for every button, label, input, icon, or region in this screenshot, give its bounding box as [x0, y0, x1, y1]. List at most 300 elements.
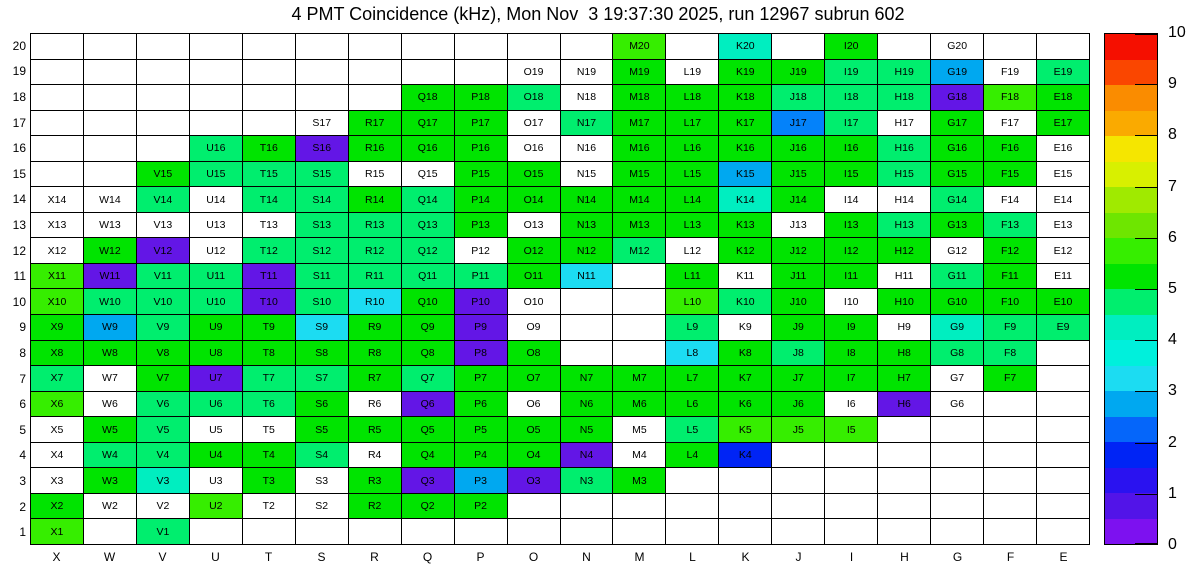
- cell-O12: O12: [508, 238, 561, 264]
- cell-L19: L19: [666, 60, 719, 86]
- cell-G8: G8: [931, 341, 984, 367]
- cell-Q6: Q6: [402, 392, 455, 418]
- cell-J8: J8: [772, 341, 825, 367]
- colorbar-tickmark-0: [1135, 543, 1157, 544]
- cell-M5: M5: [613, 417, 666, 443]
- cell-N14: N14: [561, 187, 614, 213]
- cell-N16: N16: [561, 136, 614, 162]
- cell-T13: T13: [243, 213, 296, 239]
- cell-empty-X18: [31, 85, 84, 111]
- cell-S17: S17: [296, 111, 349, 137]
- cell-X11: X11: [31, 264, 84, 290]
- cell-U6: U6: [190, 392, 243, 418]
- colorbar-segment-3: [1105, 442, 1157, 468]
- colorbar-tickmark-9: [1135, 84, 1157, 85]
- cell-V15: V15: [137, 162, 190, 188]
- cell-L6: L6: [666, 392, 719, 418]
- cell-U13: U13: [190, 213, 243, 239]
- cell-N11: N11: [561, 264, 614, 290]
- cell-R8: R8: [349, 341, 402, 367]
- cell-empty-F3: [984, 468, 1037, 494]
- cell-X6: X6: [31, 392, 84, 418]
- cell-G17: G17: [931, 111, 984, 137]
- cell-K16: K16: [719, 136, 772, 162]
- row-label-15: 15: [12, 166, 26, 181]
- cell-M7: M7: [613, 366, 666, 392]
- cell-empty-P20: [455, 34, 508, 60]
- cell-L4: L4: [666, 443, 719, 469]
- cell-G9: G9: [931, 315, 984, 341]
- cell-X10: X10: [31, 289, 84, 315]
- colorbar-segment-16: [1105, 111, 1157, 137]
- cell-R15: R15: [349, 162, 402, 188]
- cell-X14: X14: [31, 187, 84, 213]
- colorbar-label-8: 8: [1168, 126, 1177, 144]
- cell-J16: J16: [772, 136, 825, 162]
- cell-O6: O6: [508, 392, 561, 418]
- cell-P18: P18: [455, 85, 508, 111]
- cell-empty-L1: [666, 519, 719, 545]
- cell-H14: H14: [878, 187, 931, 213]
- cell-empty-J3: [772, 468, 825, 494]
- cell-O15: O15: [508, 162, 561, 188]
- cell-S15: S15: [296, 162, 349, 188]
- cell-U15: U15: [190, 162, 243, 188]
- cell-T7: T7: [243, 366, 296, 392]
- cell-empty-X17: [31, 111, 84, 137]
- colorbar-tickmark-10: [1135, 34, 1157, 35]
- cell-empty-Q20: [402, 34, 455, 60]
- cell-V7: V7: [137, 366, 190, 392]
- cell-S12: S12: [296, 238, 349, 264]
- cell-S6: S6: [296, 392, 349, 418]
- cell-W7: W7: [84, 366, 137, 392]
- cell-empty-F4: [984, 443, 1037, 469]
- cell-empty-L20: [666, 34, 719, 60]
- colorbar: [1104, 24, 1186, 553]
- row-label-8: 8: [19, 346, 26, 360]
- colorbar-tickmark-2: [1135, 443, 1157, 444]
- colorbar-label-1: 1: [1168, 484, 1177, 502]
- colorbar-segment-4: [1105, 417, 1157, 443]
- colorbar-label-4: 4: [1168, 331, 1177, 349]
- cell-empty-W18: [84, 85, 137, 111]
- cell-N3: N3: [561, 468, 614, 494]
- colorbar-segment-15: [1105, 136, 1157, 162]
- cell-X4: X4: [31, 443, 84, 469]
- cell-T3: T3: [243, 468, 296, 494]
- cell-V10: V10: [137, 289, 190, 315]
- cell-M20: M20: [613, 34, 666, 60]
- cell-J17: J17: [772, 111, 825, 137]
- cell-E10: E10: [1037, 289, 1090, 315]
- cell-Q12: Q12: [402, 238, 455, 264]
- cell-empty-W19: [84, 60, 137, 86]
- cell-H18: H18: [878, 85, 931, 111]
- cell-O18: O18: [508, 85, 561, 111]
- cell-R9: R9: [349, 315, 402, 341]
- colorbar-tickmark-8: [1135, 135, 1157, 136]
- cell-P5: P5: [455, 417, 508, 443]
- cell-Q14: Q14: [402, 187, 455, 213]
- cell-M4: M4: [613, 443, 666, 469]
- col-label-V: V: [158, 550, 167, 564]
- cell-empty-H20: [878, 34, 931, 60]
- row-label-6: 6: [19, 397, 26, 412]
- cell-G14: G14: [931, 187, 984, 213]
- cell-O19: O19: [508, 60, 561, 86]
- cell-Q13: Q13: [402, 213, 455, 239]
- cell-G6: G6: [931, 392, 984, 418]
- cell-O5: O5: [508, 417, 561, 443]
- col-label-I: I: [849, 550, 854, 564]
- colorbar-segment-13: [1105, 187, 1157, 213]
- cell-I16: I16: [825, 136, 878, 162]
- cell-V4: V4: [137, 443, 190, 469]
- cell-empty-V19: [137, 60, 190, 86]
- cell-X7: X7: [31, 366, 84, 392]
- row-label-13: 13: [12, 218, 26, 232]
- cell-T2: T2: [243, 494, 296, 520]
- cell-I17: I17: [825, 111, 878, 137]
- cell-empty-R20: [349, 34, 402, 60]
- cell-empty-X16: [31, 136, 84, 162]
- colorbar-segment-14: [1105, 162, 1157, 188]
- col-label-O: O: [528, 550, 539, 564]
- cell-S8: S8: [296, 341, 349, 367]
- row-label-14: 14: [12, 192, 26, 207]
- cell-P4: P4: [455, 443, 508, 469]
- cell-J9: J9: [772, 315, 825, 341]
- cell-M3: M3: [613, 468, 666, 494]
- cell-J18: J18: [772, 85, 825, 111]
- colorbar-segment-10: [1105, 264, 1157, 290]
- cell-T11: T11: [243, 264, 296, 290]
- cell-J12: J12: [772, 238, 825, 264]
- cell-R3: R3: [349, 468, 402, 494]
- colorbar-segment-9: [1105, 289, 1157, 315]
- colorbar-tickmark-4: [1135, 340, 1157, 341]
- cell-empty-U20: [190, 34, 243, 60]
- cell-M12: M12: [613, 238, 666, 264]
- cell-T5: T5: [243, 417, 296, 443]
- cell-V14: V14: [137, 187, 190, 213]
- cell-I6: I6: [825, 392, 878, 418]
- cell-K14: K14: [719, 187, 772, 213]
- cell-H6: H6: [878, 392, 931, 418]
- cell-empty-J1: [772, 519, 825, 545]
- cell-empty-U19: [190, 60, 243, 86]
- cell-empty-U17: [190, 111, 243, 137]
- col-label-P: P: [476, 550, 485, 564]
- cell-X8: X8: [31, 341, 84, 367]
- col-label-E: E: [1059, 550, 1068, 564]
- cell-K13: K13: [719, 213, 772, 239]
- cell-R6: R6: [349, 392, 402, 418]
- cell-M6: M6: [613, 392, 666, 418]
- colorbar-segment-18: [1105, 60, 1157, 86]
- cell-O8: O8: [508, 341, 561, 367]
- colorbar-tickmark-6: [1135, 238, 1157, 239]
- cell-W14: W14: [84, 187, 137, 213]
- cell-U11: U11: [190, 264, 243, 290]
- cell-N18: N18: [561, 85, 614, 111]
- cell-N7: N7: [561, 366, 614, 392]
- cell-empty-V18: [137, 85, 190, 111]
- colorbar-label-7: 7: [1168, 177, 1177, 195]
- colorbar-segment-8: [1105, 315, 1157, 341]
- cell-G11: G11: [931, 264, 984, 290]
- cell-U10: U10: [190, 289, 243, 315]
- cell-empty-M10: [613, 289, 666, 315]
- cell-F17: F17: [984, 111, 1037, 137]
- colorbar-tickmark-1: [1135, 494, 1157, 495]
- cell-Q4: Q4: [402, 443, 455, 469]
- col-label-U: U: [211, 550, 220, 564]
- cell-R10: R10: [349, 289, 402, 315]
- cell-P7: P7: [455, 366, 508, 392]
- cell-U12: U12: [190, 238, 243, 264]
- cell-F14: F14: [984, 187, 1037, 213]
- row-label-19: 19: [12, 64, 26, 79]
- cell-K17: K17: [719, 111, 772, 137]
- cell-empty-O1: [508, 519, 561, 545]
- cell-V8: V8: [137, 341, 190, 367]
- col-label-H: H: [900, 550, 909, 564]
- cell-E18: E18: [1037, 85, 1090, 111]
- colorbar-label-9: 9: [1168, 75, 1177, 93]
- cell-P2: P2: [455, 494, 508, 520]
- cell-empty-R19: [349, 60, 402, 86]
- cell-L9: L9: [666, 315, 719, 341]
- cell-W3: W3: [84, 468, 137, 494]
- col-label-S: S: [317, 550, 326, 564]
- cell-empty-S20: [296, 34, 349, 60]
- cell-empty-M2: [613, 494, 666, 520]
- cell-empty-E20: [1037, 34, 1090, 60]
- cell-U4: U4: [190, 443, 243, 469]
- cell-V2: V2: [137, 494, 190, 520]
- cell-G7: G7: [931, 366, 984, 392]
- cell-V13: V13: [137, 213, 190, 239]
- cell-P12: P12: [455, 238, 508, 264]
- cell-T12: T12: [243, 238, 296, 264]
- cell-L10: L10: [666, 289, 719, 315]
- cell-W6: W6: [84, 392, 137, 418]
- cell-I12: I12: [825, 238, 878, 264]
- col-label-G: G: [952, 550, 963, 564]
- cell-K5: K5: [719, 417, 772, 443]
- cell-L7: L7: [666, 366, 719, 392]
- cell-empty-J4: [772, 443, 825, 469]
- cell-T16: T16: [243, 136, 296, 162]
- cell-I7: I7: [825, 366, 878, 392]
- cell-R13: R13: [349, 213, 402, 239]
- cell-I15: I15: [825, 162, 878, 188]
- cell-X1: X1: [31, 519, 84, 545]
- colorbar-segment-12: [1105, 213, 1157, 239]
- cell-empty-E8: [1037, 341, 1090, 367]
- cell-empty-T20: [243, 34, 296, 60]
- cell-empty-H2: [878, 494, 931, 520]
- col-label-J: J: [795, 550, 802, 564]
- cell-O9: O9: [508, 315, 561, 341]
- cell-K4: K4: [719, 443, 772, 469]
- cell-X3: X3: [31, 468, 84, 494]
- cell-empty-G4: [931, 443, 984, 469]
- cell-empty-G3: [931, 468, 984, 494]
- cell-O16: O16: [508, 136, 561, 162]
- cell-K8: K8: [719, 341, 772, 367]
- cell-R5: R5: [349, 417, 402, 443]
- cell-T6: T6: [243, 392, 296, 418]
- cell-R14: R14: [349, 187, 402, 213]
- cell-empty-H5: [878, 417, 931, 443]
- cell-V5: V5: [137, 417, 190, 443]
- cell-U9: U9: [190, 315, 243, 341]
- cell-F16: F16: [984, 136, 1037, 162]
- cell-U14: U14: [190, 187, 243, 213]
- colorbar-tickmark-5: [1135, 289, 1157, 290]
- cell-empty-N2: [561, 494, 614, 520]
- cell-J15: J15: [772, 162, 825, 188]
- cell-G18: G18: [931, 85, 984, 111]
- cell-O7: O7: [508, 366, 561, 392]
- cell-F19: F19: [984, 60, 1037, 86]
- cell-N5: N5: [561, 417, 614, 443]
- cell-P13: P13: [455, 213, 508, 239]
- cell-empty-X19: [31, 60, 84, 86]
- cell-S4: S4: [296, 443, 349, 469]
- cell-L17: L17: [666, 111, 719, 137]
- cell-Q16: Q16: [402, 136, 455, 162]
- cell-E17: E17: [1037, 111, 1090, 137]
- cell-P17: P17: [455, 111, 508, 137]
- row-label-5: 5: [19, 422, 26, 437]
- cell-L8: L8: [666, 341, 719, 367]
- cell-J11: J11: [772, 264, 825, 290]
- cell-Q5: Q5: [402, 417, 455, 443]
- cell-I19: I19: [825, 60, 878, 86]
- cell-S11: S11: [296, 264, 349, 290]
- cell-J13: J13: [772, 213, 825, 239]
- cell-V11: V11: [137, 264, 190, 290]
- cell-Q7: Q7: [402, 366, 455, 392]
- cell-empty-T18: [243, 85, 296, 111]
- cell-W5: W5: [84, 417, 137, 443]
- cell-empty-R1: [349, 519, 402, 545]
- cell-H16: H16: [878, 136, 931, 162]
- cell-E12: E12: [1037, 238, 1090, 264]
- cell-R11: R11: [349, 264, 402, 290]
- cell-J14: J14: [772, 187, 825, 213]
- cell-G13: G13: [931, 213, 984, 239]
- cell-empty-F20: [984, 34, 1037, 60]
- cell-O3: O3: [508, 468, 561, 494]
- cell-empty-H3: [878, 468, 931, 494]
- cell-S13: S13: [296, 213, 349, 239]
- colorbar-tickmark-3: [1135, 391, 1157, 392]
- cell-Q8: Q8: [402, 341, 455, 367]
- cell-F9: F9: [984, 315, 1037, 341]
- cell-T15: T15: [243, 162, 296, 188]
- cell-F10: F10: [984, 289, 1037, 315]
- cell-L11: L11: [666, 264, 719, 290]
- cell-U3: U3: [190, 468, 243, 494]
- cell-U2: U2: [190, 494, 243, 520]
- cell-G20: G20: [931, 34, 984, 60]
- cell-U5: U5: [190, 417, 243, 443]
- cell-W9: W9: [84, 315, 137, 341]
- cell-E15: E15: [1037, 162, 1090, 188]
- cell-empty-T17: [243, 111, 296, 137]
- cell-J10: J10: [772, 289, 825, 315]
- cell-empty-I4: [825, 443, 878, 469]
- cell-P16: P16: [455, 136, 508, 162]
- cell-empty-N8: [561, 341, 614, 367]
- cell-Q2: Q2: [402, 494, 455, 520]
- cell-I5: I5: [825, 417, 878, 443]
- cell-empty-J2: [772, 494, 825, 520]
- cell-G19: G19: [931, 60, 984, 86]
- cell-R7: R7: [349, 366, 402, 392]
- cell-G16: G16: [931, 136, 984, 162]
- colorbar-segment-19: [1105, 34, 1157, 60]
- colorbar-label-10: 10: [1168, 24, 1186, 41]
- cell-T8: T8: [243, 341, 296, 367]
- row-label-16: 16: [12, 141, 26, 156]
- cell-F8: F8: [984, 341, 1037, 367]
- cell-E19: E19: [1037, 60, 1090, 86]
- cell-R16: R16: [349, 136, 402, 162]
- cell-K10: K10: [719, 289, 772, 315]
- cell-empty-E5: [1037, 417, 1090, 443]
- cell-empty-E7: [1037, 366, 1090, 392]
- cell-I8: I8: [825, 341, 878, 367]
- cell-L16: L16: [666, 136, 719, 162]
- colorbar-segment-17: [1105, 85, 1157, 111]
- cell-H17: H17: [878, 111, 931, 137]
- cell-empty-E2: [1037, 494, 1090, 520]
- cell-S2: S2: [296, 494, 349, 520]
- col-label-F: F: [1006, 550, 1015, 564]
- cell-empty-S19: [296, 60, 349, 86]
- cell-K6: K6: [719, 392, 772, 418]
- cell-M13: M13: [613, 213, 666, 239]
- cell-F12: F12: [984, 238, 1037, 264]
- cell-P10: P10: [455, 289, 508, 315]
- cell-S5: S5: [296, 417, 349, 443]
- col-label-T: T: [264, 550, 273, 564]
- cell-empty-R18: [349, 85, 402, 111]
- row-label-18: 18: [12, 90, 26, 104]
- cell-empty-U1: [190, 519, 243, 545]
- cell-I20: I20: [825, 34, 878, 60]
- row-label-10: 10: [12, 294, 26, 309]
- cell-J6: J6: [772, 392, 825, 418]
- cell-empty-X20: [31, 34, 84, 60]
- cell-J7: J7: [772, 366, 825, 392]
- cell-P3: P3: [455, 468, 508, 494]
- cell-empty-J20: [772, 34, 825, 60]
- cell-L12: L12: [666, 238, 719, 264]
- cell-Q17: Q17: [402, 111, 455, 137]
- cell-empty-W17: [84, 111, 137, 137]
- cell-L18: L18: [666, 85, 719, 111]
- cell-empty-N9: [561, 315, 614, 341]
- cell-Q10: Q10: [402, 289, 455, 315]
- row-label-12: 12: [12, 243, 26, 258]
